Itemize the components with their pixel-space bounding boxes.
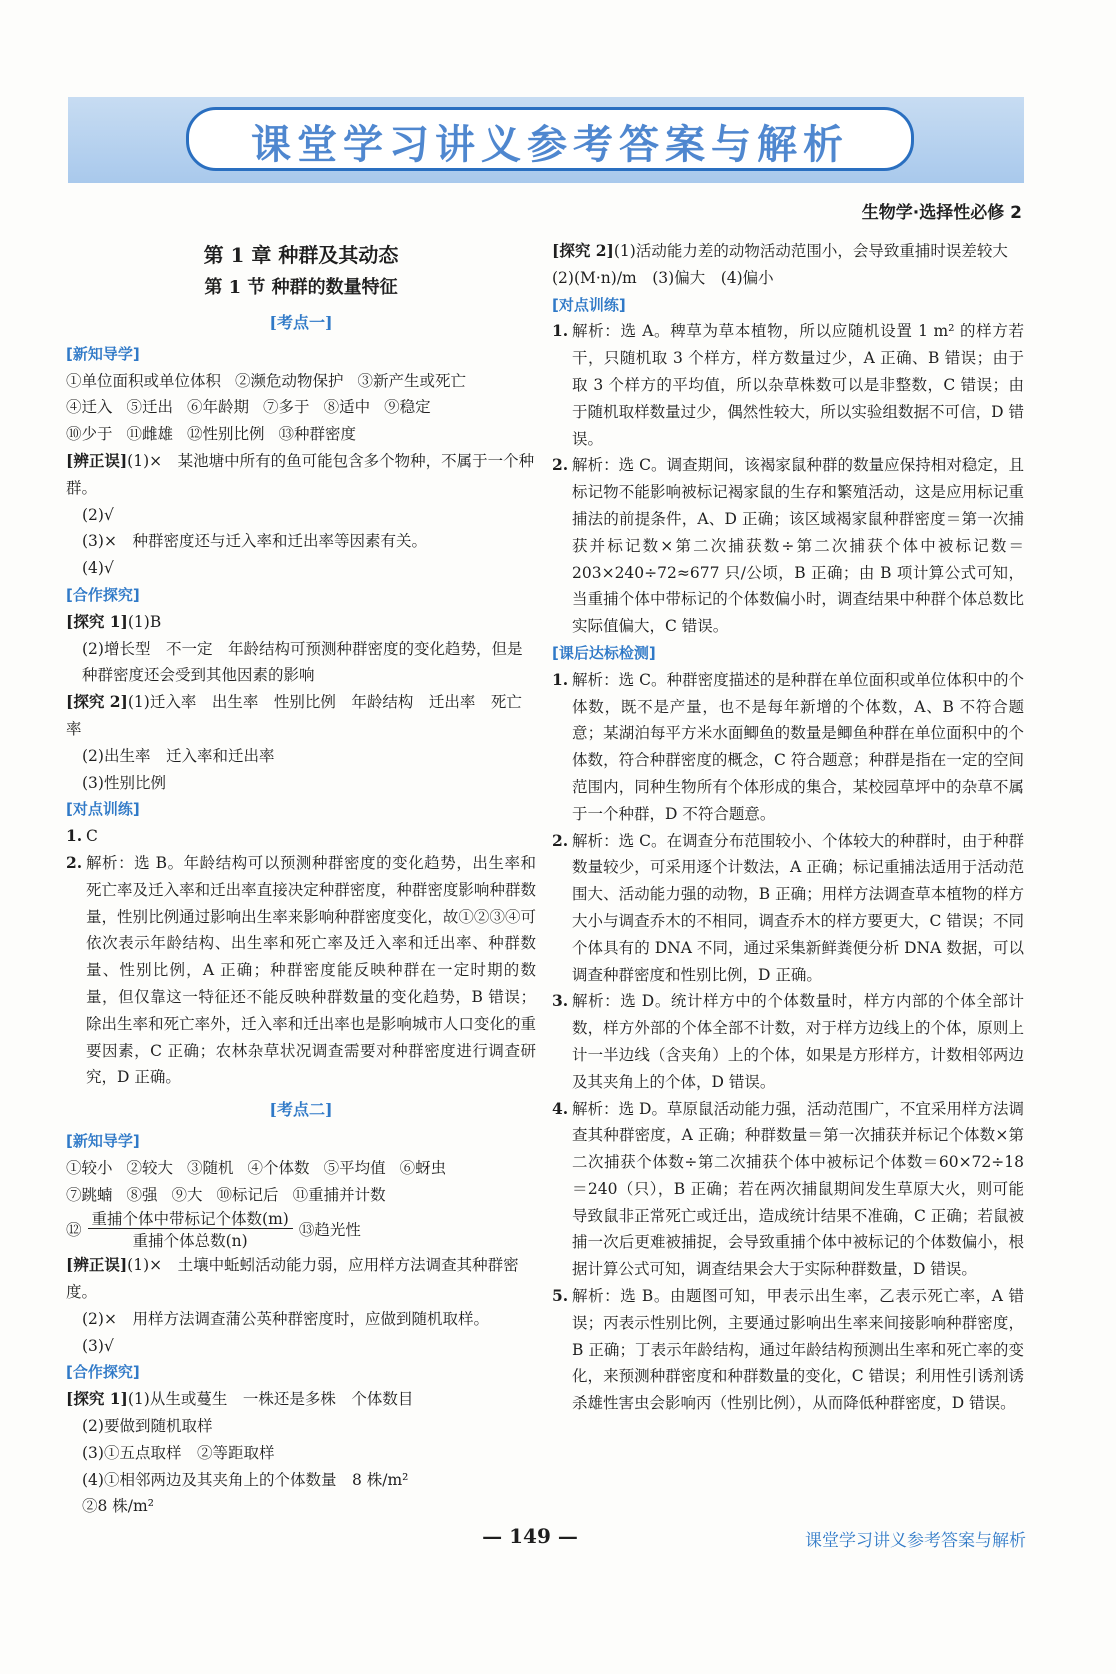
subject-label: 生物学·选择性必修 2: [861, 203, 1022, 223]
tanjiu-3-item: (4)①相邻两边及其夹角上的个体数量 8 株/m²: [82, 1470, 409, 1489]
duidian-tag: [对点训练]: [552, 295, 626, 314]
tanjiu-2-item: (3)性别比例: [82, 773, 166, 792]
bianzhengwu-1-item: (4)√: [82, 559, 114, 578]
page-number: — 149 —: [482, 1524, 578, 1548]
tanjiu-3-item: (2)要做到随机取样: [82, 1417, 213, 1436]
bianzhengwu-2: [辨正误](1)× 土壤中蚯蚓活动能力弱，应用样方法调查其种群密度。: [66, 1255, 519, 1302]
tanjiu-2-item: (2)出生率 迁入率和迁出率: [82, 746, 275, 765]
tanjiu-4: [探究 2](1)活动能力差的动物活动范围小，会导致重捕时误差较大 (2)(M·n)/m (3)偏大 (4)偏小: [552, 241, 1024, 287]
answer-item: 2. 解析：选 C。调查期间，该褐家鼠种群的数量应保持相对稳定，且标记物不能影响被标记褐家鼠的生存和繁殖活动，这是应用标记重捕法的前提条件，A、D 正确；该区域褐家鼠种群密度＝第一次捕获并标记数×第二次捕获数÷第二次捕获个体中被标记数＝203×240÷72≈677 只/公顷，B 正确；由 B 项计算公式可知，当重捕个体中带标记的个体数偏小时，调查结果中种群个体总数比实际值偏大，C 错误。: [552, 455, 1024, 636]
bianzhengwu-1-item: (3)× 种群密度还与迁入率和迁出率等因素有关。: [82, 532, 427, 551]
answer-item: 4. 解析：选 D。草原鼠活动能力强，活动范围广，不宜采用样方法调查其种群密度，A 正确；种群数量＝第一次捕获并标记个体数×第二次捕获个体数÷第二次捕获个体中被标记个体数＝60×72÷18＝240（只），B 正确；若在两次捕鼠期间发生草原大火，则可能导致鼠非正常死亡或迁出，造成统计结果不准确，C 正确；若鼠被捕一次后更难被捕捉，会导致重捕个体中被标记的个体数偏小，根据计算公式可知，调查结果会大于实际种群数量，D 错误。: [552, 1098, 1024, 1279]
tanjiu-3-item: ②8 株/m²: [82, 1497, 154, 1516]
tanjiu-3: [探究 1](1)从生或蔓生 一株还是多株 个体数目: [66, 1389, 414, 1409]
left-column: [66, 238, 536, 1520]
header-banner: [68, 97, 1024, 183]
xinzhi-tag: [新知导学]: [66, 1131, 140, 1150]
bianzhengwu-1-item: (2)√: [82, 505, 114, 524]
xinzhi-2-answers: ①较小 ②较大 ③随机 ④个体数 ⑤平均值 ⑥蚜虫 ⑦跳蝻 ⑧强 ⑨大 ⑩标记后 ⑪重捕并计数: [66, 1158, 447, 1204]
answer-item: 5. 解析：选 B。由题图可知，甲表示出生率，乙表示死亡率，A 错误；丙表示性别比例，主要通过影响出生率来间接影响种群密度，B 正确；丁表示年龄结构，通过年龄结构预测出生率和死亡率的变化，来预测种群密度和种群数量的变化，C 错误；利用性引诱剂诱杀雄性害虫会影响丙（性别比例），从而降低种群密度，D 错误。: [552, 1286, 1024, 1413]
tanjiu-1-item: (2)增长型 不一定 年龄结构可预测种群密度的变化趋势，但是种群密度还会受到其他因素的影响: [82, 639, 523, 685]
tanjiu-1: [探究 1](1)B: [66, 611, 162, 631]
xinzhi-1-answers: ①单位面积或单位体积 ②濒危动物保护 ③新产生或死亡 ④迁入 ⑤迁出 ⑥年龄期 ⑦多于 ⑧适中 ⑨稳定 ⑩少于 ⑪雌雄 ⑫性别比例 ⑬种群密度: [66, 371, 467, 444]
bianzhengwu-2-item: (2)× 用样方法调查蒲公英种群密度时，应做到随机取样。: [82, 1309, 489, 1328]
section-title: 第 1 节 种群的数量特征: [204, 277, 398, 298]
answer-item: 2. 解析：选 B。年龄结构可以预测种群密度的变化趋势，出生率和死亡率及迁入率和迁出率直接决定种群密度，种群密度影响种群数量，性别比例通过影响出生率来影响种群密度变化，故①②③④可依次表示年龄结构、出生率和死亡率及迁入率和迁出率、种群数量、性别比例，A 正确；种群密度能反映种群在一定时期的数量，但仅靠这一特征还不能反映种群数量的变化趋势，B 错误；除出生率和死亡率外，迁入率和迁出率也是影响城市人口变化的重要因素，C 正确；农林杂草状况调查需要对种群密度进行调查研究，D 正确。: [66, 852, 536, 1087]
banner-frame: [186, 107, 914, 171]
kaodian-1-heading: [考点一]: [269, 313, 333, 332]
answer-item: 1. 解析：选 A。稗草为草本植物，所以应随机设置 1 m² 的样方若干，只随机取 3 个样方，样方数量过少，A 正确、B 错误；由于取 3 个样方的平均值，所以杂草株数可以是非整数，C 错误；由于随机取样数量过少，偶然性较大，所以实验组数据不可信，D 错误。: [552, 321, 1024, 448]
footer-title: 课堂学习讲义参考答案与解析: [805, 1531, 1026, 1551]
answer-item: 1. C: [66, 826, 98, 846]
kaodian-2-heading: [考点二]: [269, 1100, 333, 1120]
tanjiu-2: [探究 2](1)迁入率 出生率 性别比例 年龄结构 迁出率 死亡率: [66, 692, 522, 738]
kehou-tag: [课后达标检测]: [552, 643, 656, 662]
answer-item: 2. 解析：选 C。在调查分布范围较小、个体较大的种群时，由于种群数量较少，可采用逐个计数法，A 正确；标记重捕法适用于活动范围大、活动能力强的动物，B 正确；用样方法调查草本植物的样方大小与调查乔木的不相同，调查乔木的样方要更大，C 错误；不同个体具有的 DNA 不同，通过采集新鲜粪便分析 DNA 数据，可以调查种群密度和性别比例，D 正确。: [552, 830, 1024, 984]
chapter-title: 第 1 章 种群及其动态: [203, 243, 399, 267]
hezuo-tag: [合作探究]: [66, 585, 140, 604]
hezuo-tag: [合作探究]: [66, 1363, 140, 1382]
tanjiu-3-item: (3)①五点取样 ②等距取样: [82, 1443, 275, 1462]
bianzhengwu-2-item: (3)√: [82, 1336, 114, 1355]
right-column: [552, 238, 1024, 1417]
banner-title: 课堂学习讲义参考答案与解析: [251, 122, 849, 168]
answer-item: 1. 解析：选 C。种群密度描述的是种群在单位面积或单位体积中的个体数，既不是产量，也不是每年新增的个体数，A、B 不符合题意；某湖泊每平方米水面鲫鱼的数量是鲫鱼种群在单位面积中的个体数，符合种群密度的概念，C 符合题意；种群是指在一定的空间范围内，同种生物所有个体形成的集合，某校园草坪中的杂草不属于一个种群，D 不符合题意。: [552, 669, 1024, 823]
fraction-denominator: 重捕个体总数(n): [132, 1232, 248, 1251]
fraction-numerator: 重捕个体中带标记个体数(m): [88, 1210, 293, 1229]
duidian-tag: [对点训练]: [66, 800, 140, 819]
bianzhengwu-1: [辨正误](1)× 某池塘中所有的鱼可能包含多个物种，不属于一个种群。: [66, 450, 535, 497]
fraction-answer: ⑫ 重捕个体中带标记个体数(m) 重捕个体总数(n) ⑬趋光性: [66, 1210, 361, 1251]
answer-item: 3. 解析：选 D。统计样方中的个体数量时，样方内部的个体全部计数，样方外部的个体全部不计数，对于样方边线上的个体，原则上计一半边线（含夹角）上的个体，如果是方形样方，计数相邻两边及其夹角上的个体，D 错误。: [552, 991, 1024, 1091]
xinzhi-tag: [新知导学]: [66, 344, 140, 363]
